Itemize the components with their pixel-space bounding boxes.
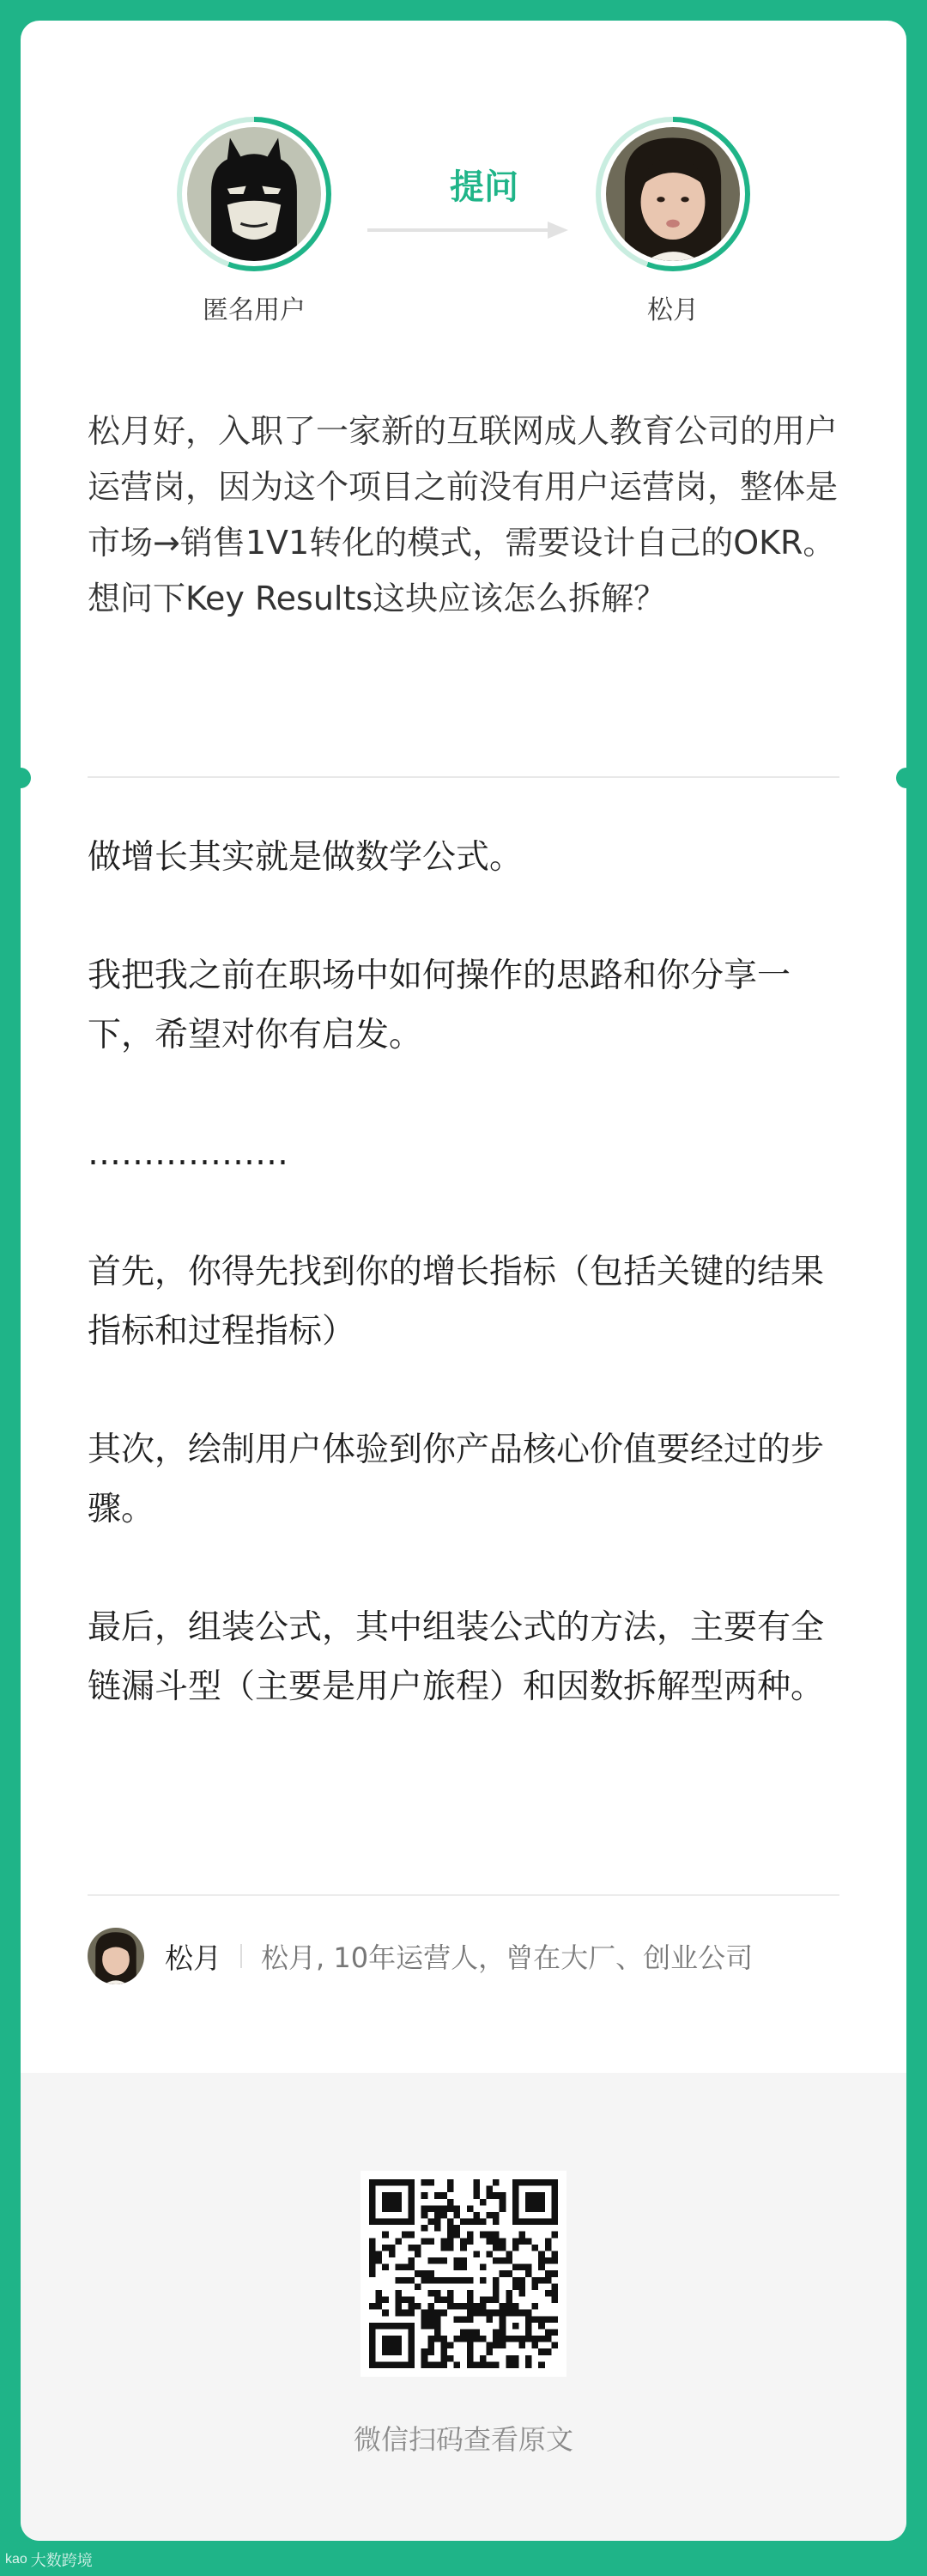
answer-paragraph: 其次，绘制用户体验到你产品核心价值要经过的步骤。 (88, 1431, 825, 1528)
answer-paragraph: 首先，你得先找到你的增长指标（包括关键的结果指标和过程指标） (88, 1253, 825, 1351)
asker-name: 匿名用户 (203, 296, 306, 325)
author-divider (88, 1894, 839, 1896)
question-text: 松月好，入职了一家新的互联网成人教育公司的用户运营岗，因为这个项目之前没有用户运营岗，整体是市场→销售1V1转化的模式，需要设计自己的OKR。想问下Key Results这块应该怎么拆解？ (88, 412, 839, 617)
author-name[interactable]: 松月 (165, 1941, 221, 1975)
ask-header (21, 21, 906, 347)
answerer (579, 117, 767, 326)
watermark-logo: kao (5, 2552, 27, 2567)
answerer-avatar (606, 127, 740, 261)
batman-mask-icon (187, 127, 321, 261)
right-arrow-icon (367, 220, 570, 240)
answer-paragraph: 做增长其实就是做数学公式。 (88, 838, 524, 877)
qr-caption: 微信扫码查看原文 (353, 2423, 573, 2456)
qa-card (21, 21, 906, 2541)
asker (160, 117, 348, 326)
qr-footer (21, 2073, 906, 2541)
qr-code (360, 2171, 566, 2377)
watermark-text: 大数跨境 (30, 2552, 93, 2570)
author-avatar[interactable] (88, 1928, 144, 1984)
asker-avatar-ring (177, 117, 331, 271)
answer-paragraph: ……………… (88, 1134, 288, 1173)
watermark (5, 2547, 93, 2573)
answerer-name: 松月 (647, 296, 699, 325)
author-separator (240, 1944, 242, 1968)
answer-paragraph: 最后，组装公式，其中组装公式的方法，主要有全链漏斗型（主要是用户旅程）和因数拆解型两种。 (88, 1608, 825, 1706)
notch-right (896, 768, 906, 788)
ask-label: 提问 (450, 167, 518, 207)
notch-left (21, 768, 31, 788)
section-divider (21, 768, 906, 788)
author-row[interactable] (88, 1925, 851, 1987)
answerer-avatar-ring (596, 117, 750, 271)
author-bio: 松月, 10年运营人，曾在大厂、创业公司 (261, 1941, 754, 1974)
answer-paragraph: 我把我之前在职场中如何操作的思路和你分享一下，希望对你有启发。 (88, 957, 791, 1054)
answer-body (88, 828, 851, 1716)
